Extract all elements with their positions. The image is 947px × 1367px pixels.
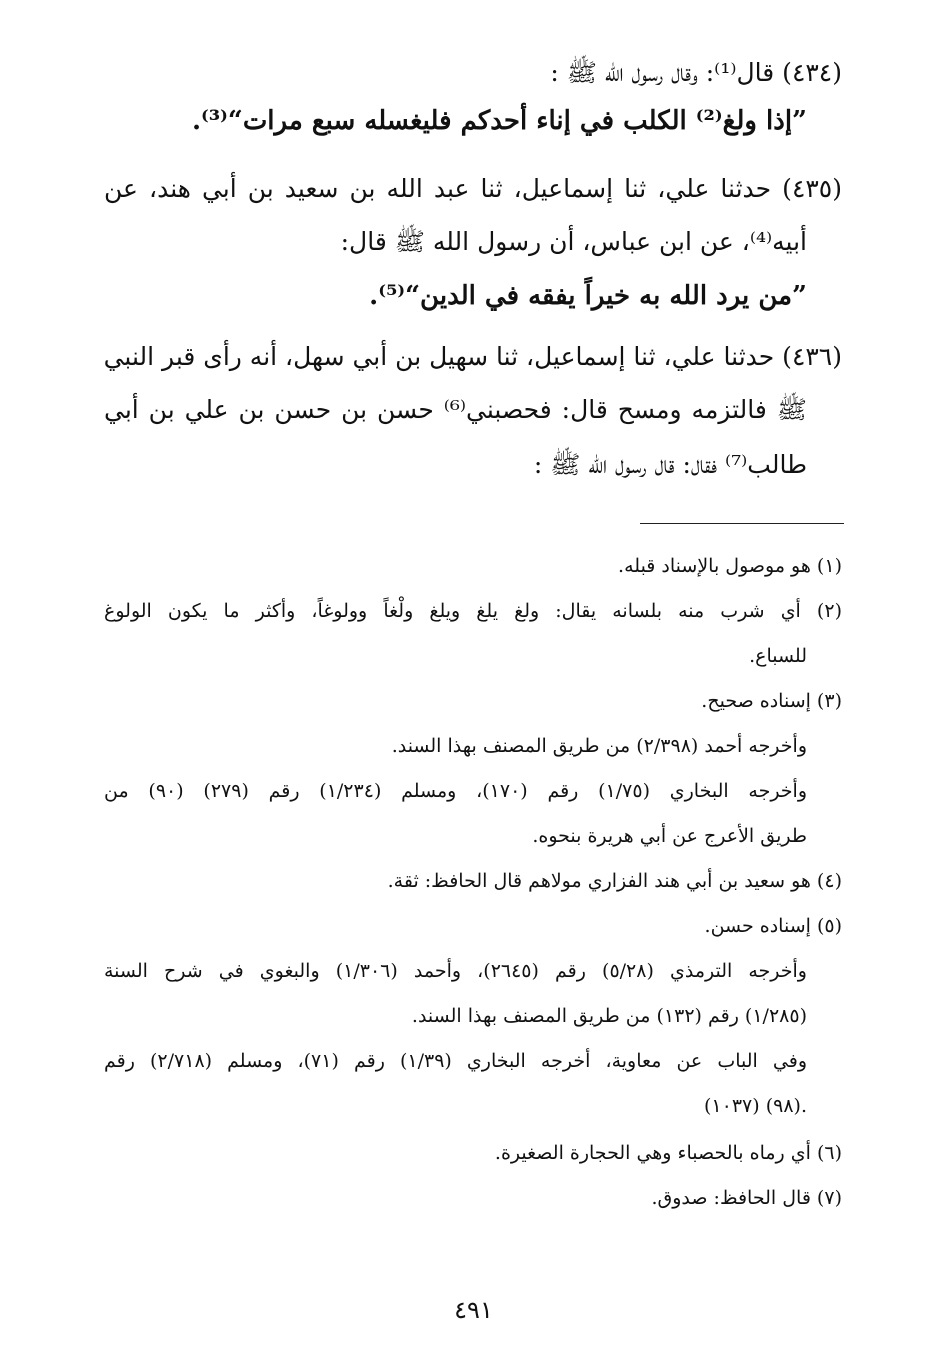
footnote-7: (٧) قال الحافظ: صدوق. (651, 1187, 842, 1209)
hadith-435-isnad-line2: أبيه⁽⁴⁾، عن ابن عباس، أن رسول الله ﷺ قال: (340, 227, 807, 256)
footnote-3-bukhari-line1: وأخرجه البخاري (١/٧٥) رقم (١٧٠)، ومسلم (١/٢٣٤) رقم (٢٧٩) (٩٠) من (104, 780, 808, 802)
footnote-2-line1: (٢) أي شرب منه بلسانه يقال: ولغ يلغ ويلغ ولْغاً وولوغاً، وأكثر ما يكون الولوغ (104, 600, 842, 622)
footnote-5-tirmidhi-line2: (١/٢٨٥) رقم (١٣٢) من طريق المصنف بهذا السند. (411, 1005, 807, 1027)
hadith-436-line2: ﷺ فالتزمه ومسح قال: فحصبني⁽⁶⁾ حسن بن حسن بن علي بن أبي (104, 395, 807, 424)
footnote-3-bukhari-line2: طريق الأعرج عن أبي هريرة بنحوه. (532, 825, 807, 847)
footnote-5-muawiya-line1: وفي الباب عن معاوية، أخرجه البخاري (١/٣٩) رقم (٧١)، ومسلم (٢/٧١٨) رقم (104, 1050, 808, 1072)
footnote-5-muawiya-line2: (١٠٣٧) (٩٨). (704, 1095, 807, 1117)
footnote-3-ahmad: وأخرجه أحمد (٢/٣٩٨) من طريق المصنف بهذا السند. (391, 735, 807, 757)
footnote-5: (٥) إسناده حسن. (704, 915, 842, 937)
footnote-5-tirmidhi-line1: وأخرجه الترمذي (٥/٢٨) رقم (٢٦٤٥)، وأحمد (١/٣٠٦) والبغوي في شرح السنة (104, 960, 807, 982)
hadith-435-isnad-line1: (٤٣٥) حدثنا علي، ثنا إسماعيل، ثنا عبد الله بن سعيد بن أبي هند، عن (104, 174, 842, 203)
footnote-4: (٤) هو سعيد بن أبي هند الفزاري مولاهم قال الحافظ: ثقة. (387, 870, 842, 892)
footnote-2-line2: للسباع. (749, 645, 807, 667)
footnote-1: (١) هو موصول بالإسناد قبله. (618, 555, 842, 577)
footnote-6: (٦) أي رماه بالحصباء وهي الحجارة الصغيرة. (494, 1142, 842, 1164)
hadith-435-text: ”من يرد الله به خيراً يفقه في الدين“⁽⁵⁾. (369, 281, 807, 311)
footnote-separator (640, 523, 844, 524)
hadith-434-text: ”إذا ولغ⁽²⁾ الكلب في إناء أحدكم فليغسله سبع مرات“⁽³⁾. (191, 106, 807, 136)
page-number: ٤٩١ (454, 1296, 493, 1324)
hadith-436-line3: طالب⁽⁷⁾ فقال: قال رسول الله ﷺ : (533, 450, 807, 479)
footnote-3: (٣) إسناده صحيح. (701, 690, 842, 712)
hadith-434-intro: (٤٣٤) قال⁽¹⁾: وقال رسول الله ﷺ : (550, 58, 842, 87)
hadith-436-line1: (٤٣٦) حدثنا علي، ثنا إسماعيل، ثنا سهيل بن أبي سهل، أنه رأى قبر النبي (103, 342, 842, 371)
